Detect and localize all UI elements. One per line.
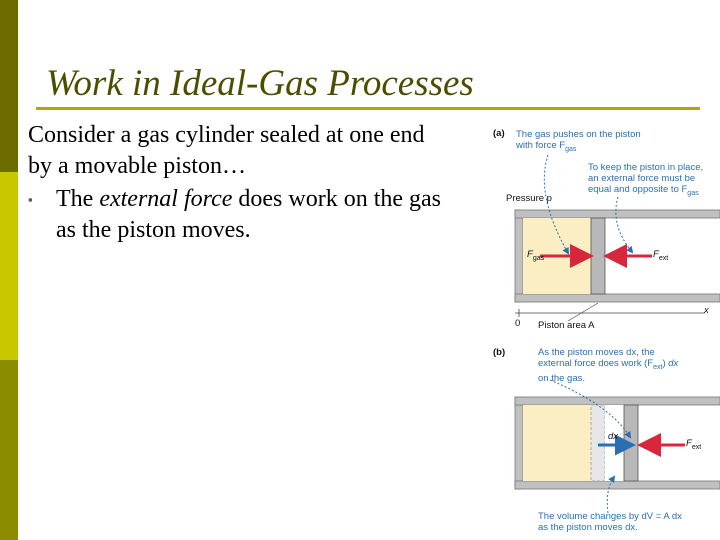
work-note [538,347,678,384]
bullet-line-1 [56,184,516,215]
bullet-line-2: as the piston moves. [56,217,251,243]
external-force-note-line2: an external force must be [588,173,696,184]
piston-a [591,218,605,294]
dashed-old-piston [591,405,605,481]
piston-figure [490,125,720,540]
sidebar-segment-bottom [0,360,18,540]
bullet-post: does work on the gas [232,186,442,212]
cylinder-a-bottom-wall [515,294,720,302]
bullet-pre: The [56,186,100,212]
intro-text [28,120,425,182]
f-ext-label: $F_{ext}$ [653,249,669,262]
cylinder-b-top-wall [515,397,720,405]
piston-area-pointer [568,303,598,321]
gas-force-note-line1: The gas pushes on the piston [516,129,641,140]
volume-note-line2: as the piston moves dx. [538,522,638,533]
axis-zero-label: 0 [515,318,521,329]
work-note-line3: on the gas. [538,372,586,384]
external-force-note [588,162,703,199]
cylinder-a-left-wall [515,210,523,302]
gas-force-note-line2: with force $F_{gas}$ [516,140,577,153]
cylinder-b-bottom-wall [515,481,720,489]
piston-area-label: Piston area A [538,320,595,331]
volume-change-region [605,405,624,481]
figure-b-label: (b) [493,347,506,358]
page-title: Work in Ideal-Gas Processes [46,63,474,104]
piston-b [624,405,638,481]
f-gas-label: $F_{gas}$ [527,249,545,262]
dx-label: dx [608,431,619,442]
cylinder-b-left-wall [515,397,523,489]
volume-note-line1: The volume changes by dV = A dx [538,511,682,522]
sidebar-segment-top [0,0,18,172]
f-ext-label-b: $F_{ext}$ [686,438,702,451]
pressure-label: Pressure p [506,193,552,204]
intro-line-2: by a movable piston… [28,153,246,179]
pointer-ext-force [616,197,632,252]
intro-line-1: Consider a gas cylinder sealed at one end [28,122,425,148]
figure-a-label: (a) [493,128,505,139]
work-note-line1: As the piston moves dx, the [538,347,655,358]
gas-region-b [523,405,591,481]
cylinder-a-top-wall [515,210,720,218]
bullet-icon: ▪ [28,192,33,207]
sidebar-stripe [0,0,18,540]
gas-force-note [516,129,641,155]
title-underline [36,107,700,110]
work-note-line2: external force does work $(F_{ext})$ dx [538,358,679,371]
axis-x-label: x [704,305,709,316]
bullet-text [56,184,516,246]
external-force-note-line1: To keep the piston in place, [588,162,704,173]
external-force-note-line3: equal and opposite to $F_{gas}$ [588,184,699,197]
volume-note [538,511,682,533]
bullet-italic: external force [99,186,233,212]
sidebar-segment-middle [0,172,18,360]
